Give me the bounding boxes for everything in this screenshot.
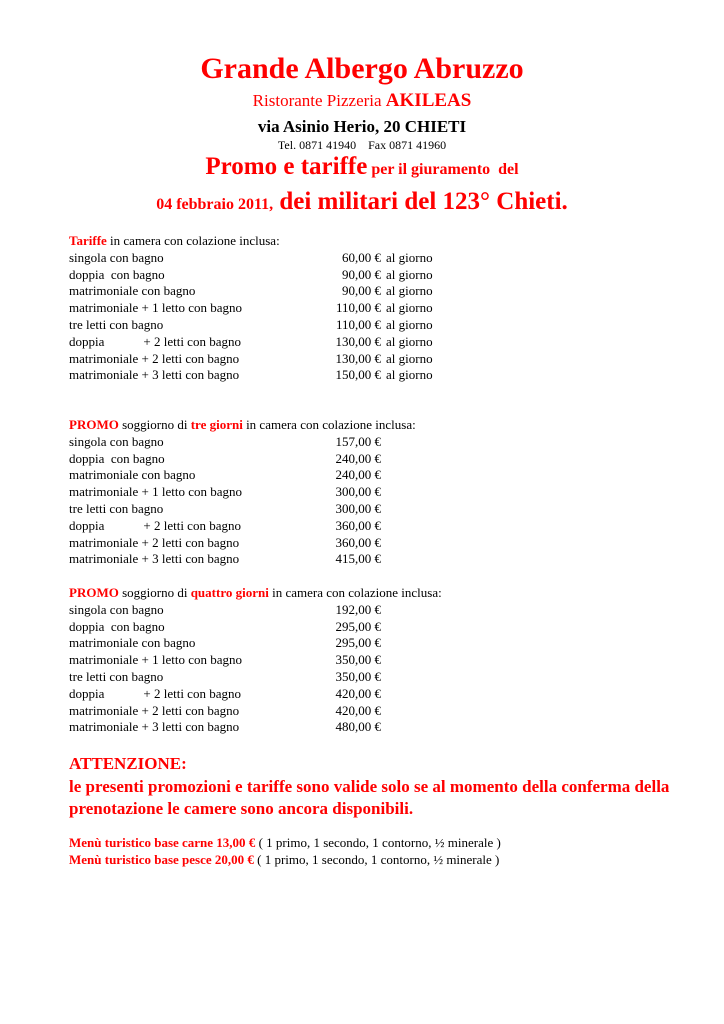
- promo-date: 04 febbraio 2011,: [156, 196, 274, 213]
- price-row: [69, 367, 449, 384]
- price-row: [69, 719, 499, 736]
- room-type-label: matrimoniale + 2 letti con bagno: [69, 702, 240, 718]
- room-type-label: doppia con bagno: [69, 618, 165, 634]
- menu-carne: [69, 835, 501, 851]
- room-price: 90,00 €: [342, 266, 381, 282]
- room-type-label: matrimoniale + 3 letti con bagno: [69, 719, 240, 735]
- room-type-label: matrimoniale + 1 letto con bagno: [69, 300, 243, 316]
- room-type-label: doppia con bagno: [69, 450, 165, 466]
- room-price: 415,00 €: [335, 551, 381, 567]
- room-price: 130,00 €: [335, 350, 381, 366]
- room-price: 157,00 €: [335, 433, 381, 449]
- promo-keyword: PROMO: [69, 417, 119, 432]
- promo-heading-line1: [0, 153, 724, 181]
- room-type-label: matrimoniale + 1 letto con bagno: [69, 484, 243, 500]
- price-row: [69, 283, 449, 300]
- promo-heading-line2: [0, 188, 724, 216]
- price-row: [69, 518, 469, 535]
- room-type-label: doppia + 2 letti con bagno: [69, 685, 241, 701]
- promo-quattro-giorni-section: [69, 585, 499, 736]
- phone-fax: Tel. 0871 41940 Fax 0871 41960: [277, 138, 447, 152]
- room-price: 300,00 €: [335, 484, 381, 500]
- room-type-label: singola con bagno: [69, 249, 164, 265]
- room-type-label: doppia con bagno: [69, 266, 165, 282]
- price-row: [69, 267, 449, 284]
- promo-intro-a: soggiorno di: [118, 585, 191, 600]
- price-unit: al giorno: [386, 333, 433, 349]
- tariffe-intro: in camera con colazione inclusa:: [106, 233, 280, 248]
- price-row: [69, 351, 449, 368]
- hotel-title: Grande Albergo Abruzzo: [200, 52, 524, 85]
- room-price: 295,00 €: [335, 618, 381, 634]
- room-price: 240,00 €: [335, 450, 381, 466]
- price-row: [69, 334, 449, 351]
- room-price: 150,00 €: [335, 367, 381, 383]
- price-row: [69, 451, 469, 468]
- room-type-label: matrimoniale con bagno: [69, 635, 196, 651]
- price-row: [69, 501, 469, 518]
- promo-keyword: PROMO: [69, 585, 119, 600]
- price-unit: al giorno: [386, 283, 433, 299]
- price-unit: al giorno: [386, 350, 433, 366]
- room-price: 90,00 €: [342, 283, 381, 299]
- room-price: 360,00 €: [335, 534, 381, 550]
- price-row: [69, 484, 469, 501]
- price-unit: al giorno: [386, 266, 433, 282]
- attenzione-heading: ATTENZIONE:: [69, 754, 187, 773]
- price-row: [69, 551, 469, 568]
- promo-days: tre giorni: [190, 417, 243, 432]
- room-price: 192,00 €: [335, 601, 381, 617]
- price-row: [69, 535, 469, 552]
- menu-detail: ( 1 primo, 1 secondo, 1 contorno, ½ minerale ): [253, 852, 500, 867]
- price-row: [69, 602, 499, 619]
- room-price: 360,00 €: [335, 517, 381, 533]
- promo-quattro-list: [69, 602, 499, 736]
- room-price: 350,00 €: [335, 668, 381, 684]
- menu-detail: ( 1 primo, 1 secondo, 1 contorno, ½ minerale ): [255, 835, 501, 850]
- price-row: [69, 317, 449, 334]
- address: via Asinio Herio, 20 CHIETI: [257, 117, 467, 136]
- price-row: [69, 467, 469, 484]
- restaurant-name: AKILEAS: [385, 90, 472, 111]
- price-unit: al giorno: [386, 300, 433, 316]
- promo-quattro-heading: [69, 585, 499, 602]
- price-row: [69, 300, 449, 317]
- room-type-label: singola con bagno: [69, 433, 164, 449]
- room-price: 110,00 €: [335, 300, 381, 316]
- promo-tre-heading: [69, 417, 469, 434]
- promo-tre-giorni-section: [69, 417, 469, 568]
- room-type-label: matrimoniale + 1 letto con bagno: [69, 652, 243, 668]
- promo-heading-main: Promo e tariffe: [205, 153, 368, 180]
- price-unit: al giorno: [386, 316, 433, 332]
- room-type-label: doppia + 2 letti con bagno: [69, 517, 241, 533]
- menu-name: Menù turistico base carne 13,00 €: [69, 835, 256, 850]
- room-type-label: doppia + 2 letti con bagno: [69, 333, 241, 349]
- tariffe-section: [69, 233, 449, 384]
- price-row: [69, 434, 469, 451]
- price-row: [69, 619, 499, 636]
- room-type-label: matrimoniale + 2 letti con bagno: [69, 534, 240, 550]
- room-type-label: tre letti con bagno: [69, 500, 164, 516]
- room-price: 480,00 €: [335, 719, 381, 735]
- attenzione-notice: le presenti promozioni e tariffe sono valide solo se al momento della conferma della prenotazione le camere sono ancora disponibili.: [69, 777, 670, 818]
- room-type-label: tre letti con bagno: [69, 316, 164, 332]
- menu-name: Menù turistico base pesce 20,00 €: [69, 852, 254, 867]
- price-row: [69, 686, 499, 703]
- room-price: 350,00 €: [335, 652, 381, 668]
- room-price: 60,00 €: [342, 249, 381, 265]
- promo-intro-b: in camera con colazione inclusa:: [242, 417, 416, 432]
- price-row: [69, 652, 499, 669]
- promo-event: dei militari del 123° Chieti.: [273, 188, 568, 215]
- room-type-label: matrimoniale + 3 letti con bagno: [69, 367, 240, 383]
- promo-intro-a: soggiorno di: [118, 417, 191, 432]
- tariffe-list: [69, 250, 449, 384]
- room-price: 420,00 €: [335, 702, 381, 718]
- promo-intro-b: in camera con colazione inclusa:: [268, 585, 442, 600]
- room-type-label: tre letti con bagno: [69, 668, 164, 684]
- room-price: 110,00 €: [335, 316, 381, 332]
- room-type-label: matrimoniale con bagno: [69, 467, 196, 483]
- room-price: 300,00 €: [335, 500, 381, 516]
- promo-heading-sub: per il giuramento del: [367, 161, 519, 178]
- room-type-label: singola con bagno: [69, 601, 164, 617]
- tariffe-keyword: Tariffe: [69, 233, 107, 248]
- price-row: [69, 703, 499, 720]
- price-row: [69, 250, 449, 267]
- price-unit: al giorno: [386, 249, 433, 265]
- price-unit: al giorno: [386, 367, 433, 383]
- room-price: 240,00 €: [335, 467, 381, 483]
- tariffe-heading: [69, 233, 449, 250]
- price-row: [69, 669, 499, 686]
- menu-pesce: [69, 852, 499, 868]
- room-price: 295,00 €: [335, 635, 381, 651]
- price-row: [69, 635, 499, 652]
- restaurant-subtitle: [0, 90, 724, 112]
- promo-tre-list: [69, 434, 469, 568]
- room-type-label: matrimoniale con bagno: [69, 283, 196, 299]
- restaurant-subtitle-prefix: Ristorante Pizzeria: [252, 91, 386, 110]
- room-price: 130,00 €: [335, 333, 381, 349]
- room-type-label: matrimoniale + 2 letti con bagno: [69, 350, 240, 366]
- promo-days: quattro giorni: [190, 585, 269, 600]
- room-type-label: matrimoniale + 3 letti con bagno: [69, 551, 240, 567]
- room-price: 420,00 €: [335, 685, 381, 701]
